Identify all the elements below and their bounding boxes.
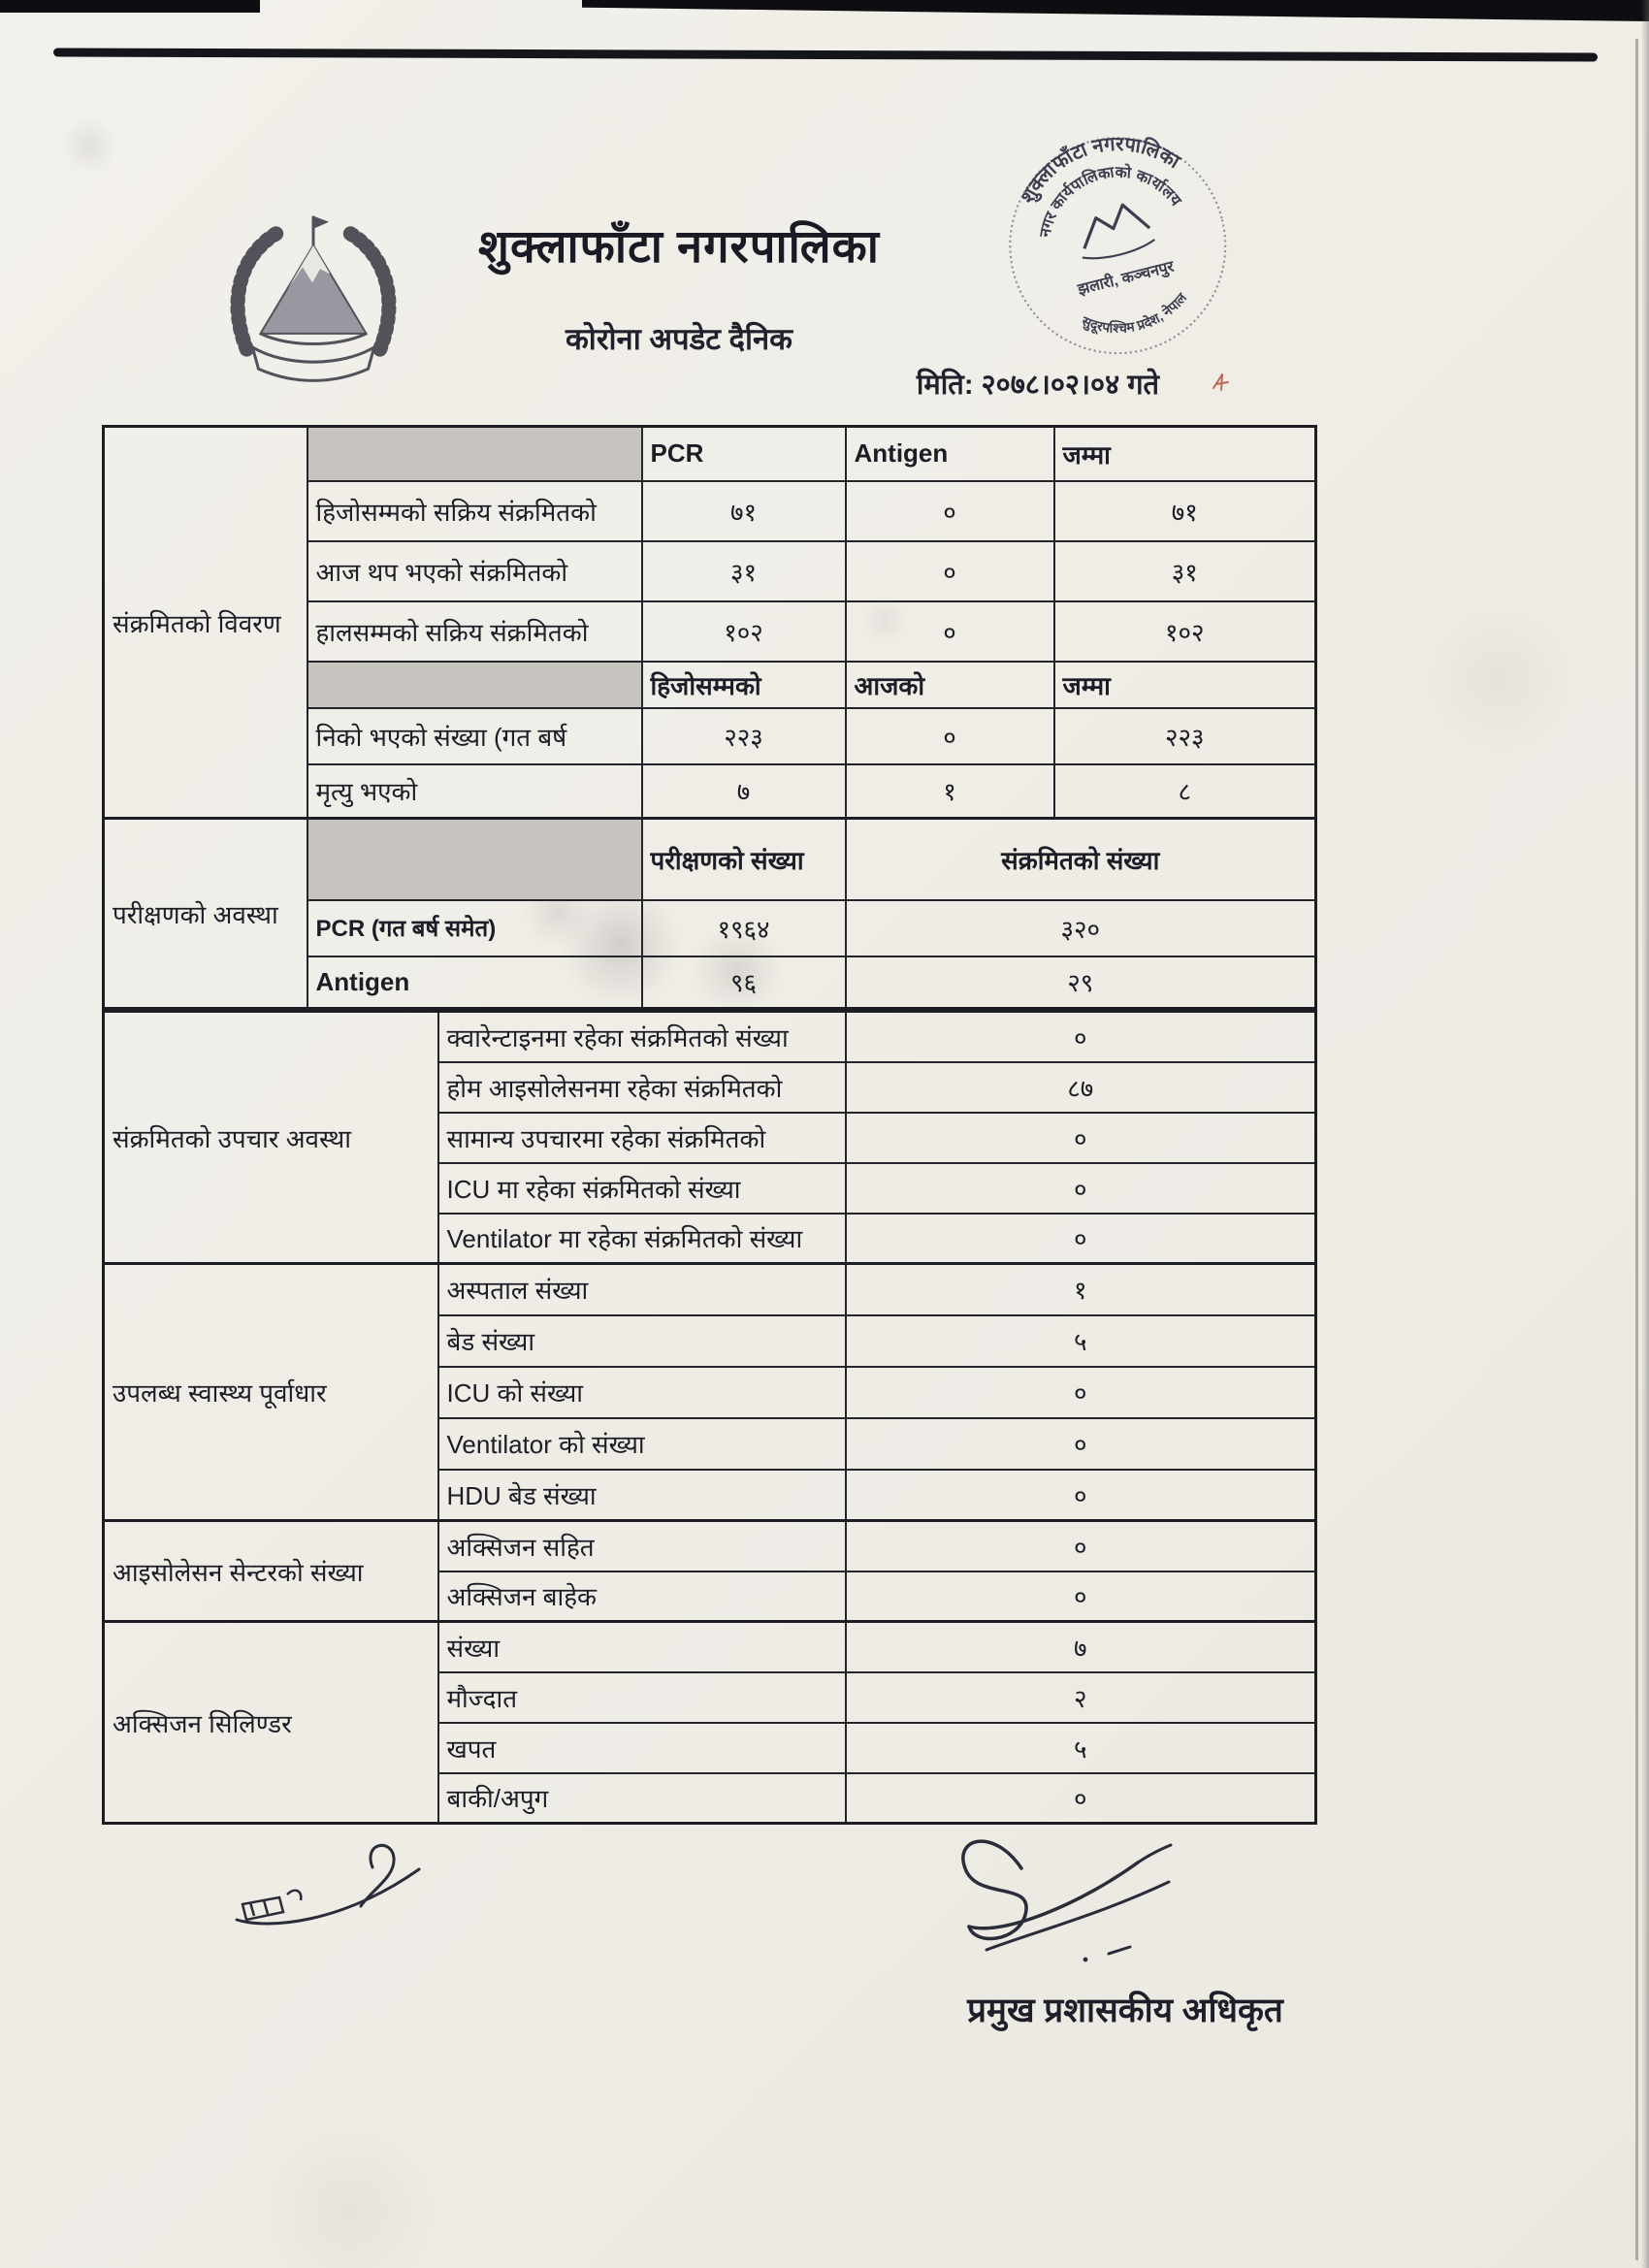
svg-text:सुदूरपश्चिम प्रदेश, नेपाल [1076, 287, 1195, 347]
row-label: हिजोसम्मको सक्रिय संक्रमितको [307, 481, 642, 541]
column-header-infected-count: संक्रमितको संख्या [846, 819, 1316, 900]
cell-pcr: ७१ [642, 481, 846, 541]
cell-value: ० [846, 1521, 1316, 1571]
cell-value: २ [846, 1672, 1316, 1723]
row-label: निको भएको संख्या (गत बर्ष [307, 708, 642, 764]
column-header-test-count: परीक्षणको संख्या [642, 819, 846, 900]
section-category: आइसोलेसन सेन्टरको संख्या [104, 1521, 438, 1622]
date-line: मिति: २०७८।०२।०४ गते [916, 370, 1160, 401]
row-label: Ventilator मा रहेका संक्रमितको संख्या [438, 1214, 846, 1264]
column-header-total: जम्मा [1054, 662, 1316, 708]
cell-value: ० [846, 1113, 1316, 1163]
scan-edge-shadow [1641, 0, 1649, 2268]
cell-today: १ [846, 764, 1054, 819]
cell-antigen: ० [846, 541, 1054, 601]
cell-value: ७ [846, 1622, 1316, 1672]
row-label: हालसम्मको सक्रिय संक्रमितको [307, 601, 642, 662]
cell-total: १०२ [1054, 601, 1316, 662]
row-label: अक्सिजन बाहेक [438, 1571, 846, 1622]
covid-summary-table-top [102, 425, 1317, 1010]
cell-value: ८७ [846, 1062, 1316, 1113]
cell-pcr: १०२ [642, 601, 846, 662]
section-category: परीक्षणको अवस्था [104, 819, 307, 1009]
covid-summary-table-bottom [102, 1010, 1317, 1825]
row-label: आज थप भएको संक्रमितको [307, 541, 642, 601]
left-signature [225, 1836, 434, 1948]
cell-total: ८ [1054, 764, 1316, 819]
cell-till-yesterday: २२३ [642, 708, 846, 764]
row-label: बेड संख्या [438, 1315, 846, 1367]
cell-total: ३१ [1054, 541, 1316, 601]
cell-today: ० [846, 708, 1054, 764]
signatory-title: प्रमुख प्रशासकीय अधिकृत [967, 1992, 1283, 2029]
column-header-today: आजको [846, 662, 1054, 708]
page-subtitle: कोरोना अपडेट दैनिक [565, 322, 792, 356]
scan-edge-artifact [582, 0, 1649, 21]
column-header-pcr: PCR [642, 427, 846, 481]
row-label: Ventilator को संख्या [438, 1418, 846, 1470]
scan-edge-line [1635, 39, 1638, 2260]
column-header-total: जम्मा [1054, 427, 1316, 481]
cell-infected-count: ३२० [846, 900, 1316, 956]
row-label: बाकी/अपुग [438, 1773, 846, 1824]
stamp-text-arc-mid: नगर कार्यपालिकाको कार्यालय [1037, 164, 1184, 239]
office-round-stamp [961, 89, 1272, 393]
section-category: संक्रमितको विवरण [104, 427, 307, 819]
section-category: अक्सिजन सिलिण्डर [104, 1622, 438, 1824]
cell-value: ० [846, 1012, 1316, 1062]
cell-value: ० [846, 1367, 1316, 1418]
cell-test-count: १९६४ [642, 900, 846, 956]
cell-total: ७१ [1054, 481, 1316, 541]
cell-value: ० [846, 1470, 1316, 1521]
row-label: अस्पताल संख्या [438, 1264, 846, 1315]
cell-pcr: ३१ [642, 541, 846, 601]
blank-shaded-cell [307, 427, 642, 481]
row-label: मृत्यु भएको [307, 764, 642, 819]
scan-edge-artifact [0, 0, 260, 13]
right-signature [878, 1822, 1198, 1977]
cell-value: ० [846, 1571, 1316, 1622]
section-category: उपलब्ध स्वास्थ्य पूर्वाधार [104, 1264, 438, 1521]
cell-antigen: ० [846, 481, 1054, 541]
blank-shaded-cell [307, 662, 642, 708]
row-label: क्वारेन्टाइनमा रहेका संक्रमितको संख्या [438, 1012, 846, 1062]
row-label: सामान्य उपचारमा रहेका संक्रमितको [438, 1113, 846, 1163]
row-label: Antigen [307, 956, 642, 1009]
blank-shaded-cell [307, 819, 642, 900]
cell-infected-count: २९ [846, 956, 1316, 1009]
section-category: संक्रमितको उपचार अवस्था [104, 1012, 438, 1264]
row-label: खपत [438, 1723, 846, 1773]
cell-antigen: ० [846, 601, 1054, 662]
row-label: HDU बेड संख्या [438, 1470, 846, 1521]
row-label: PCR (गत बर्ष समेत) [307, 900, 642, 956]
stamp-text-location: झलारी, कञ्चनपुर [1076, 258, 1177, 299]
cell-value: १ [846, 1264, 1316, 1315]
cell-value: ० [846, 1214, 1316, 1264]
cell-value: ० [846, 1773, 1316, 1824]
row-label: संख्या [438, 1622, 846, 1672]
stamp-text-arc-top: शुक्लाफाँटा नगरपालिका [1017, 133, 1183, 208]
row-label: ICU मा रहेका संक्रमितको संख्या [438, 1163, 846, 1214]
page-title: शुक्लाफाँटा नगरपालिका [478, 220, 880, 272]
cell-till-yesterday: ७ [642, 764, 846, 819]
column-header-till-yesterday: हिजोसम्मको [642, 662, 846, 708]
row-label: ICU को संख्या [438, 1367, 846, 1418]
stamp-text-arc-bottom: सुदूरपश्चिम प्रदेश, नेपाल [1080, 289, 1190, 336]
cell-value: ० [846, 1418, 1316, 1470]
column-header-antigen: Antigen [846, 427, 1054, 481]
cell-value: ० [846, 1163, 1316, 1214]
row-label: मौज्दात [438, 1672, 846, 1723]
cell-total: २२३ [1054, 708, 1316, 764]
cell-test-count: ९६ [642, 956, 846, 1009]
row-label: अक्सिजन सहित [438, 1521, 846, 1571]
scan-fold-line [53, 48, 1598, 61]
cell-value: ५ [846, 1315, 1316, 1367]
cell-value: ५ [846, 1723, 1316, 1773]
row-label: होम आइसोलेसनमा रहेका संक्रमितको [438, 1062, 846, 1113]
